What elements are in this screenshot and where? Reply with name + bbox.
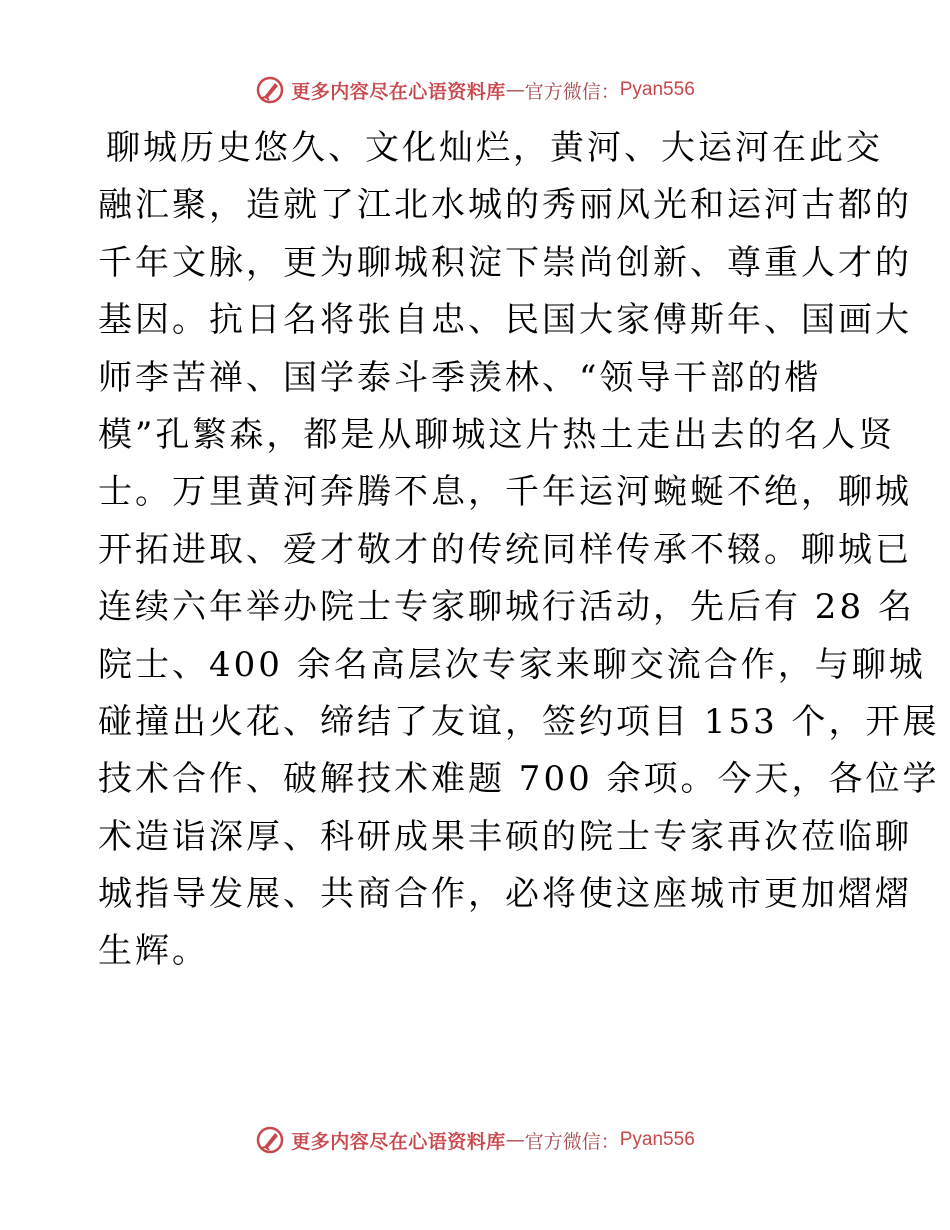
watermark-separator: —	[505, 1129, 525, 1151]
article-line: 融汇聚，造就了江北水城的秀丽风光和运河古都的	[98, 185, 912, 226]
article-line: 城指导发展、共商合作，必将使这座城市更加熠熠	[98, 874, 912, 915]
article-body	[98, 120, 940, 981]
watermark-wechat-id: Pyan556	[619, 79, 695, 100]
article-line: 碰撞出火花、缔结了友谊，签约项目 153 个，开展	[98, 701, 940, 742]
article-line: 士。万里黄河奔腾不息，千年运河蜿蜒不绝，聊城	[98, 472, 912, 513]
article-line: 院士、400 余名高层次专家来聊交流合作，与聊城	[98, 644, 926, 685]
article-line: 师李苦禅、国学泰斗季羡林、“领导干部的楷	[98, 357, 822, 398]
article-line: 千年文脉，更为聊城积淀下崇尚创新、尊重人才的	[98, 242, 912, 283]
watermark-wechat-label: 官方微信：	[524, 80, 620, 103]
article-line: 基因。抗日名将张自忠、民国大家傅斯年、国画大	[98, 300, 912, 341]
article-line: 开拓进取、爱才敬才的传统同样传承不辍。聊城已	[98, 529, 912, 570]
watermark-brand-text: 更多内容尽在心语资料库	[291, 1130, 506, 1153]
pen-logo-icon	[255, 1125, 285, 1155]
article-line: 连续六年举办院士专家聊城行活动，先后有 28 名	[98, 587, 915, 628]
pen-logo-icon	[255, 75, 285, 105]
watermark-wechat-label: 官方微信：	[524, 1130, 620, 1153]
article-line: 模”孔繁森，都是从聊城这片热土走出去的名人贤	[98, 414, 896, 455]
header-watermark	[0, 70, 950, 110]
article-line: 技术合作、破解技术难题 700 余项。今天，各位学	[98, 759, 940, 800]
watermark-separator: —	[505, 79, 525, 101]
watermark-brand-text: 更多内容尽在心语资料库	[291, 80, 506, 103]
footer-watermark	[0, 1120, 950, 1160]
watermark-wechat-id: Pyan556	[619, 1129, 695, 1150]
article-line: 术造诣深厚、科研成果丰硕的院士专家再次莅临聊	[98, 816, 912, 857]
article-line: 聊城历史悠久、文化灿烂，黄河、大运河在此交	[106, 128, 883, 168]
article-line: 生辉。	[98, 931, 209, 972]
